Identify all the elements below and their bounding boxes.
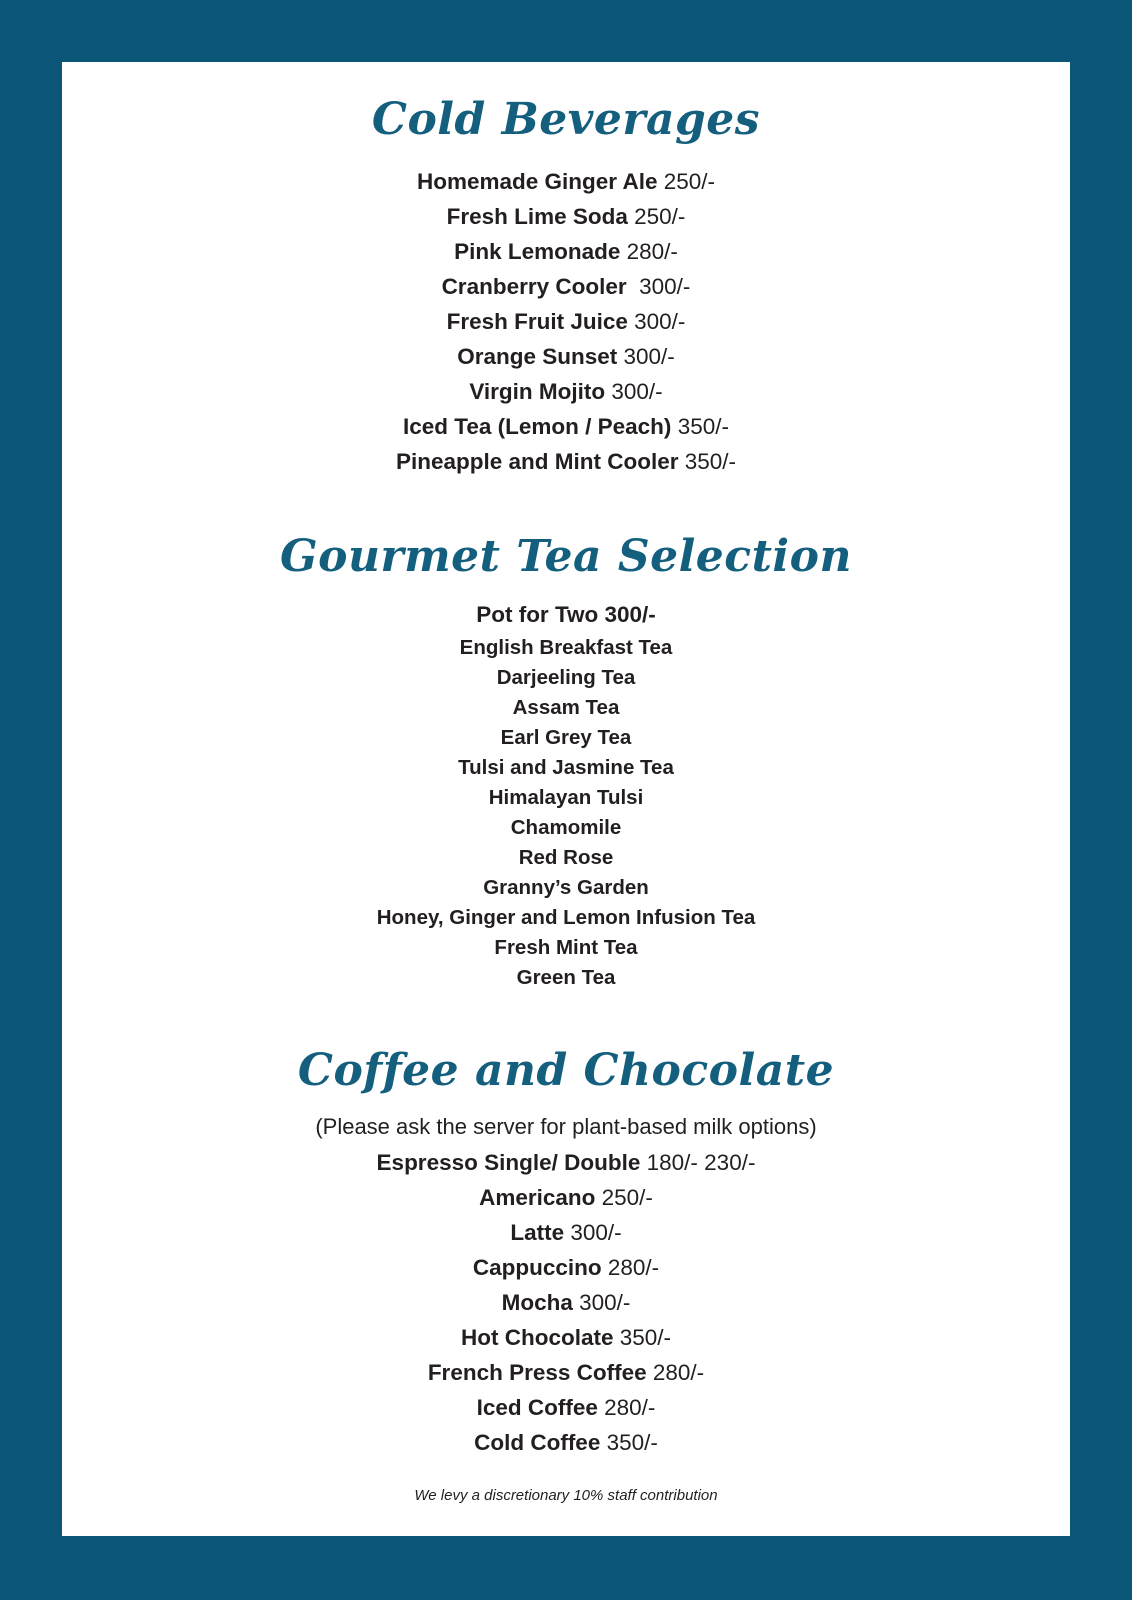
menu-item-row (62, 963, 1070, 993)
menu-item-name: Cold Coffee (474, 1430, 601, 1455)
menu-item-name: Orange Sunset (457, 344, 618, 369)
menu-item-name: Latte (510, 1220, 565, 1245)
menu-item-row (62, 1390, 1070, 1425)
menu-item-price: 350/- (613, 1325, 672, 1350)
menu-item-row (62, 933, 1070, 963)
menu-item-row (62, 1250, 1070, 1285)
menu-item-price: 300/- (617, 344, 675, 369)
menu-item-row (62, 1215, 1070, 1250)
menu-item-row (62, 1355, 1070, 1390)
menu-item-price: 180/- 230/- (640, 1150, 756, 1175)
menu-item-price: 250/- (657, 169, 716, 194)
menu-item-price: 280/- (620, 239, 678, 264)
section-heading-cold-beverages: Cold Beverages (371, 94, 761, 145)
menu-item-name: Assam Tea (512, 696, 620, 719)
menu-item-row (62, 1285, 1070, 1320)
menu-item-row (62, 723, 1070, 753)
menu-item-name: Green Tea (516, 966, 616, 989)
menu-item-name: French Press Coffee (427, 1360, 647, 1385)
menu-item-name: Chamomile (510, 816, 622, 839)
section-heading-coffee-and-chocolate: Coffee and Chocolate (297, 1045, 835, 1096)
menu-item-name: English Breakfast Tea (459, 636, 673, 659)
menu-item-name: Himalayan Tulsi (488, 786, 644, 809)
menu-item-name: Pineapple and Mint Cooler (395, 449, 679, 474)
menu-item-row (62, 1320, 1070, 1355)
menu-item-row (62, 693, 1070, 723)
menu-page (62, 62, 1070, 1536)
menu-item-name: Mocha (501, 1290, 573, 1315)
menu-item-price: 300/- (627, 309, 686, 334)
menu-item-name: Homemade Ginger Ale (416, 169, 658, 194)
tea-pot-for-two-price: Pot for Two 300/- (476, 602, 656, 627)
menu-item-name: Iced Coffee (476, 1395, 598, 1420)
menu-item-row (62, 1180, 1070, 1215)
menu-item-name: Tulsi and Jasmine Tea (458, 756, 674, 779)
menu-item-name: Fresh Fruit Juice (446, 309, 628, 334)
menu-item-price: 350/- (671, 414, 729, 439)
menu-item-name: Cranberry Cooler (441, 274, 633, 299)
menu-item-row (62, 164, 1070, 199)
menu-item-name: Granny’s Garden (483, 876, 649, 899)
menu-item-row (62, 304, 1070, 339)
menu-item-name: Espresso Single/ Double (376, 1150, 641, 1175)
menu-item-price: 350/- (600, 1430, 658, 1455)
cold-beverages-item-list (62, 164, 1070, 479)
menu-item-row (62, 843, 1070, 873)
menu-item-name: Americano (479, 1185, 596, 1210)
menu-item-row (62, 1145, 1070, 1180)
menu-item-name: Cappuccino (472, 1255, 602, 1280)
menu-item-name: Fresh Mint Tea (494, 936, 638, 959)
menu-item-price: 300/- (632, 274, 691, 299)
menu-item-name: Iced Tea (Lemon / Peach) (403, 414, 672, 439)
gourmet-tea-item-list (62, 633, 1070, 993)
menu-item-price: 250/- (627, 204, 686, 229)
menu-item-row (62, 633, 1070, 663)
menu-item-row (62, 339, 1070, 374)
menu-item-name: Darjeeling Tea (496, 666, 636, 689)
menu-item-row (62, 1425, 1070, 1460)
menu-item-price: 300/- (564, 1220, 622, 1245)
menu-item-row (62, 374, 1070, 409)
coffee-plant-based-milk-note: (Please ask the server for plant-based milk options) (315, 1114, 817, 1139)
menu-item-row (62, 444, 1070, 479)
menu-item-name: Honey, Ginger and Lemon Infusion Tea (376, 906, 756, 929)
menu-item-row (62, 873, 1070, 903)
menu-item-price: 280/- (597, 1395, 656, 1420)
menu-item-name: Hot Chocolate (460, 1325, 614, 1350)
menu-item-name: Red Rose (518, 846, 614, 869)
menu-item-row (62, 813, 1070, 843)
section-heading-gourmet-tea-selection: Gourmet Tea Selection (280, 531, 852, 582)
menu-item-price: 280/- (601, 1255, 660, 1280)
menu-item-price: 280/- (646, 1360, 705, 1385)
menu-item-row (62, 409, 1070, 444)
menu-item-row (62, 234, 1070, 269)
menu-item-row (62, 663, 1070, 693)
menu-item-name: Pink Lemonade (454, 239, 621, 264)
menu-item-price: 350/- (678, 449, 737, 474)
menu-item-price: 300/- (572, 1290, 631, 1315)
menu-item-name: Earl Grey Tea (500, 726, 632, 749)
menu-item-row (62, 269, 1070, 304)
menu-item-name: Virgin Mojito (469, 379, 606, 404)
coffee-and-chocolate-item-list (62, 1145, 1070, 1460)
menu-item-name: Fresh Lime Soda (446, 204, 628, 229)
menu-item-price: 250/- (595, 1185, 653, 1210)
menu-item-row (62, 753, 1070, 783)
menu-item-price: 300/- (605, 379, 663, 404)
menu-item-row (62, 783, 1070, 813)
menu-item-row (62, 199, 1070, 234)
menu-item-row (62, 903, 1070, 933)
footer-service-charge-note: We levy a discretionary 10% staff contribution (414, 1487, 718, 1504)
